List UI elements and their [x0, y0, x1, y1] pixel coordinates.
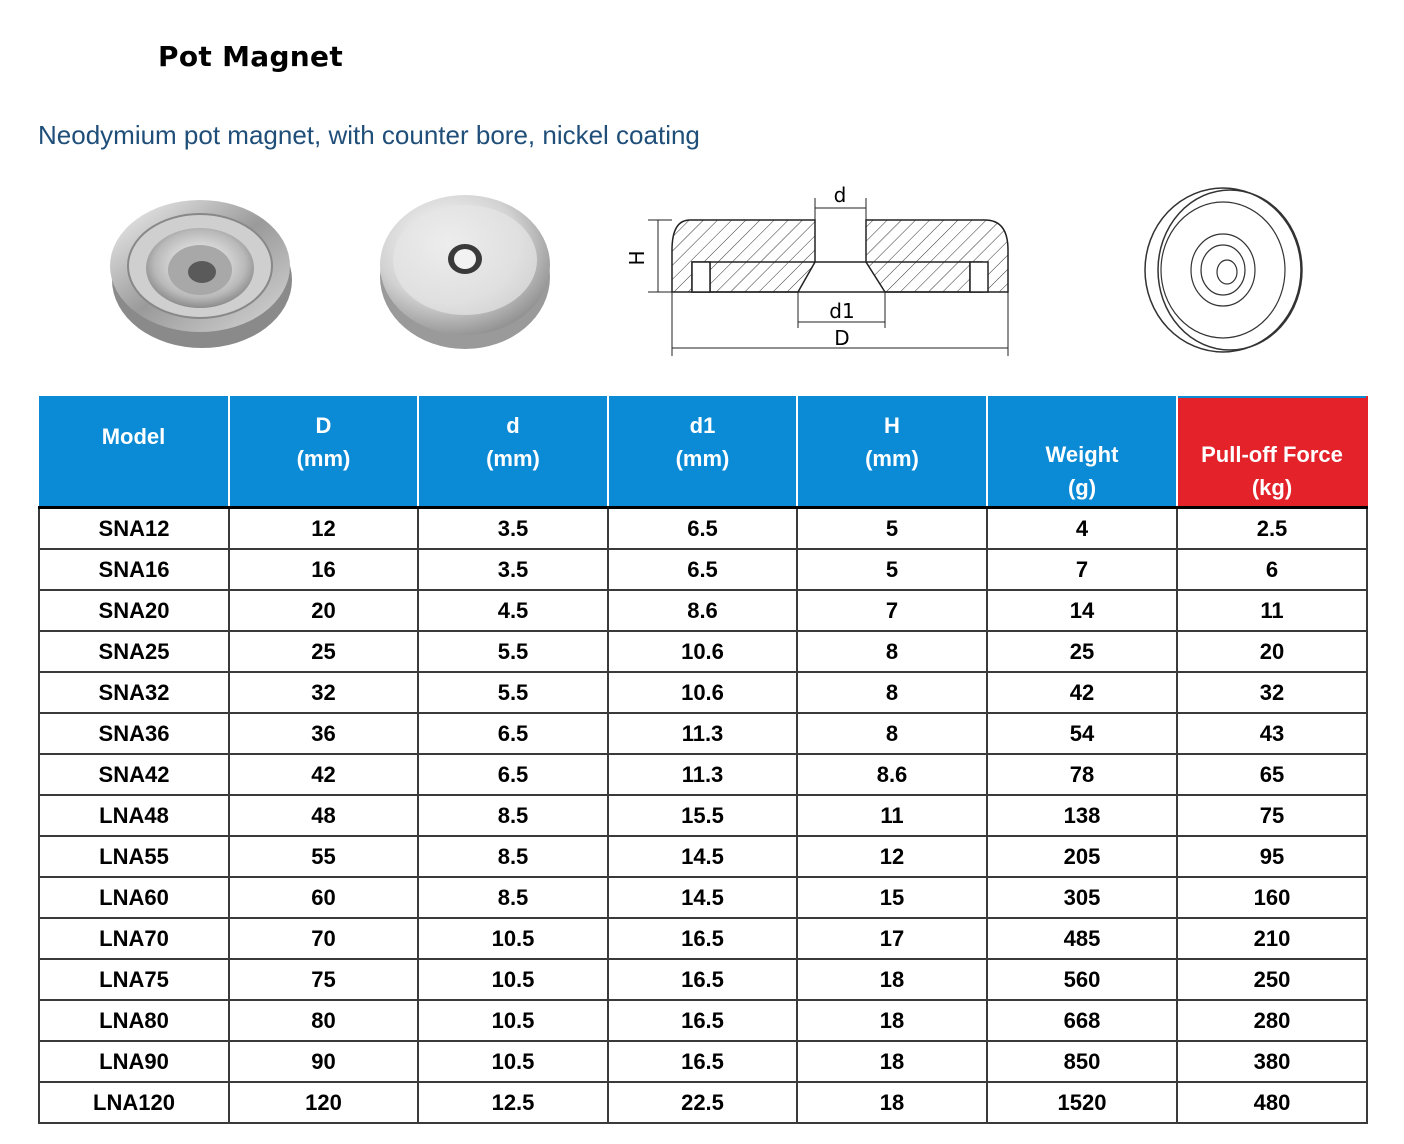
- cell-d: 4.5: [418, 590, 608, 631]
- cell-D: 48: [229, 795, 418, 836]
- dim-label-H: H: [625, 250, 649, 266]
- table-row: [39, 959, 1367, 1000]
- cell-weight: 305: [987, 877, 1177, 918]
- cell-weight: 14: [987, 590, 1177, 631]
- cell-d1: 8.6: [608, 590, 797, 631]
- cell-D: 75: [229, 959, 418, 1000]
- dim-label-d1: d1: [829, 299, 855, 323]
- cell-weight: 668: [987, 1000, 1177, 1041]
- cell-model: SNA36: [39, 713, 229, 754]
- cell-d: 5.5: [418, 672, 608, 713]
- table-row: [39, 754, 1367, 795]
- cell-d: 3.5: [418, 508, 608, 550]
- dim-label-d: d: [833, 183, 847, 207]
- cell-H: 18: [797, 1082, 987, 1123]
- cell-force: 11: [1177, 590, 1367, 631]
- cell-model: SNA32: [39, 672, 229, 713]
- cell-d: 5.5: [418, 631, 608, 672]
- cell-d: 12.5: [418, 1082, 608, 1123]
- cell-d1: 10.6: [608, 672, 797, 713]
- header-d1: d1 (mm): [608, 397, 797, 508]
- cell-H: 11: [797, 795, 987, 836]
- cell-D: 16: [229, 549, 418, 590]
- cell-d1: 10.6: [608, 631, 797, 672]
- cell-weight: 54: [987, 713, 1177, 754]
- table-row: [39, 1041, 1367, 1082]
- cell-H: 5: [797, 508, 987, 550]
- cell-D: 70: [229, 918, 418, 959]
- cell-d: 6.5: [418, 713, 608, 754]
- cell-model: LNA120: [39, 1082, 229, 1123]
- cell-d: 8.5: [418, 795, 608, 836]
- table-row: [39, 672, 1367, 713]
- cell-weight: 205: [987, 836, 1177, 877]
- cell-D: 55: [229, 836, 418, 877]
- cell-D: 36: [229, 713, 418, 754]
- header-d: d (mm): [418, 397, 608, 508]
- cell-model: LNA75: [39, 959, 229, 1000]
- cell-d1: 16.5: [608, 1000, 797, 1041]
- cell-model: LNA70: [39, 918, 229, 959]
- header-D: D (mm): [229, 397, 418, 508]
- cell-weight: 138: [987, 795, 1177, 836]
- cell-H: 7: [797, 590, 987, 631]
- cell-weight: 1520: [987, 1082, 1177, 1123]
- magnet-line-drawing: [1135, 180, 1315, 355]
- cell-model: SNA20: [39, 590, 229, 631]
- cell-force: 6: [1177, 549, 1367, 590]
- cell-H: 5: [797, 549, 987, 590]
- cell-model: LNA80: [39, 1000, 229, 1041]
- cell-force: 20: [1177, 631, 1367, 672]
- table-row: [39, 877, 1367, 918]
- cell-D: 90: [229, 1041, 418, 1082]
- cell-weight: 25: [987, 631, 1177, 672]
- cell-force: 280: [1177, 1000, 1367, 1041]
- cell-model: LNA60: [39, 877, 229, 918]
- cell-d1: 16.5: [608, 1041, 797, 1082]
- table-row: [39, 1082, 1367, 1123]
- cell-model: LNA55: [39, 836, 229, 877]
- cell-d: 10.5: [418, 1000, 608, 1041]
- cell-D: 20: [229, 590, 418, 631]
- cell-H: 8: [797, 672, 987, 713]
- spec-table: [38, 396, 1368, 1124]
- cell-D: 120: [229, 1082, 418, 1123]
- cell-force: 2.5: [1177, 508, 1367, 550]
- cell-D: 12: [229, 508, 418, 550]
- cell-model: SNA12: [39, 508, 229, 550]
- cell-H: 17: [797, 918, 987, 959]
- cell-d1: 11.3: [608, 754, 797, 795]
- cell-weight: 42: [987, 672, 1177, 713]
- table-row: [39, 590, 1367, 631]
- header-model: Model: [39, 397, 229, 508]
- header-pull-off-force: Pull-off Force (kg): [1177, 397, 1367, 508]
- cell-d1: 14.5: [608, 877, 797, 918]
- cell-force: 32: [1177, 672, 1367, 713]
- cell-H: 12: [797, 836, 987, 877]
- cell-d1: 22.5: [608, 1082, 797, 1123]
- cell-d: 10.5: [418, 1041, 608, 1082]
- table-row: [39, 918, 1367, 959]
- cell-model: SNA25: [39, 631, 229, 672]
- table-row: [39, 631, 1367, 672]
- cell-weight: 78: [987, 754, 1177, 795]
- page-subtitle: Neodymium pot magnet, with counter bore, nickel coating: [38, 120, 700, 150]
- table-row: [39, 836, 1367, 877]
- cell-d1: 16.5: [608, 918, 797, 959]
- header-H: H (mm): [797, 397, 987, 508]
- cell-D: 32: [229, 672, 418, 713]
- cell-force: 65: [1177, 754, 1367, 795]
- table-row: [39, 549, 1367, 590]
- cell-d1: 14.5: [608, 836, 797, 877]
- cell-H: 18: [797, 959, 987, 1000]
- table-row: [39, 713, 1367, 754]
- cell-H: 8: [797, 713, 987, 754]
- cell-D: 80: [229, 1000, 418, 1041]
- cell-force: 43: [1177, 713, 1367, 754]
- cell-d: 10.5: [418, 918, 608, 959]
- cell-d: 6.5: [418, 754, 608, 795]
- cell-force: 380: [1177, 1041, 1367, 1082]
- cell-weight: 485: [987, 918, 1177, 959]
- cell-H: 15: [797, 877, 987, 918]
- cell-force: 480: [1177, 1082, 1367, 1123]
- cell-d1: 15.5: [608, 795, 797, 836]
- cell-model: LNA48: [39, 795, 229, 836]
- cell-model: SNA42: [39, 754, 229, 795]
- cross-section-diagram: [625, 180, 1030, 360]
- cell-model: LNA90: [39, 1041, 229, 1082]
- cell-d1: 16.5: [608, 959, 797, 1000]
- dim-label-D: D: [834, 326, 850, 350]
- cell-D: 25: [229, 631, 418, 672]
- table-row: [39, 508, 1367, 550]
- cell-force: 75: [1177, 795, 1367, 836]
- cell-d: 10.5: [418, 959, 608, 1000]
- cell-d: 3.5: [418, 549, 608, 590]
- cell-weight: 560: [987, 959, 1177, 1000]
- header-weight: Weight (g): [987, 397, 1177, 508]
- cell-H: 18: [797, 1041, 987, 1082]
- cell-H: 8.6: [797, 754, 987, 795]
- table-row: [39, 795, 1367, 836]
- cell-force: 160: [1177, 877, 1367, 918]
- cell-weight: 850: [987, 1041, 1177, 1082]
- cell-model: SNA16: [39, 549, 229, 590]
- cell-d: 8.5: [418, 877, 608, 918]
- cell-D: 42: [229, 754, 418, 795]
- cell-weight: 7: [987, 549, 1177, 590]
- page-title: Pot Magnet: [158, 40, 343, 73]
- magnet-photo-angled: [100, 180, 300, 360]
- cell-d1: 11.3: [608, 713, 797, 754]
- cell-d: 8.5: [418, 836, 608, 877]
- table-header-row: [39, 397, 1367, 508]
- cell-H: 18: [797, 1000, 987, 1041]
- cell-weight: 4: [987, 508, 1177, 550]
- cell-d1: 6.5: [608, 508, 797, 550]
- cell-d1: 6.5: [608, 549, 797, 590]
- table-row: [39, 1000, 1367, 1041]
- cell-D: 60: [229, 877, 418, 918]
- cell-force: 210: [1177, 918, 1367, 959]
- cell-H: 8: [797, 631, 987, 672]
- cell-force: 250: [1177, 959, 1367, 1000]
- magnet-photo-front: [375, 185, 555, 355]
- cell-force: 95: [1177, 836, 1367, 877]
